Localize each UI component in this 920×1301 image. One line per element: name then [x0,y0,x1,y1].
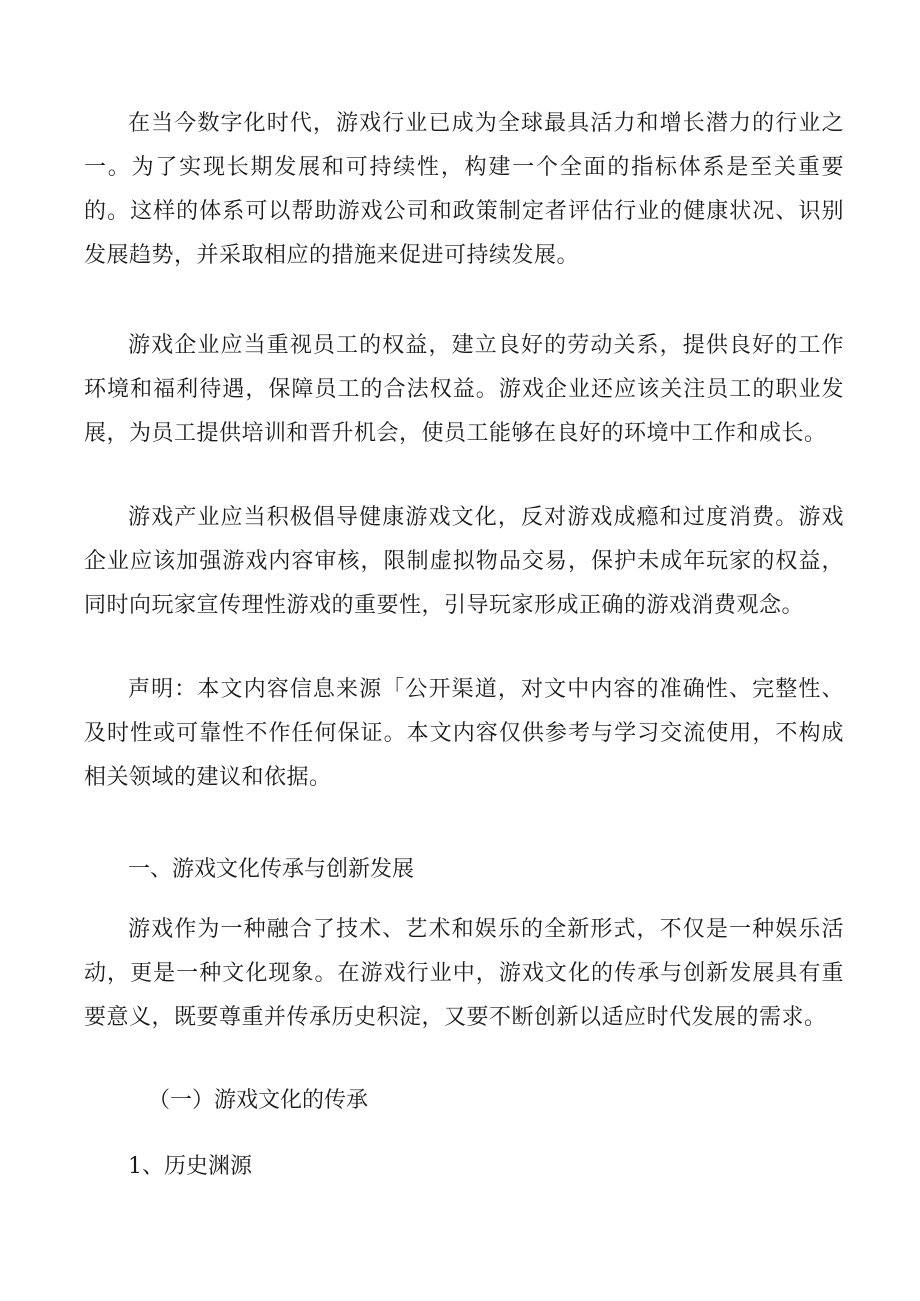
paragraph-intro: 在当今数字化时代，游戏行业已成为全球最具活力和增长潜力的行业之一。为了实现长期发展和可持续性，构建一个全面的指标体系是至关重要的。这样的体系可以帮助游戏公司和政策制定者评估行业的健康状况、识别发展趋势，并采取相应的措施来促进可持续发展。 [84,111,844,268]
paragraph-section-intro: 游戏作为一种融合了技术、艺术和娱乐的全新形式，不仅是一种娱乐活动，更是一种文化现象。在游戏行业中，游戏文化的传承与创新发展具有重要意义，既要尊重并传承历史积淀，又要不断创新以适应时代发展的需求。 [84,917,844,1030]
paragraph-employee-rights: 游戏企业应当重视员工的权益，建立良好的劳动关系，提供良好的工作环境和福利待遇，保障员工的合法权益。游戏企业还应该关注员工的职业发展，为员工提供培训和晋升机会，使员工能够在良好的环境中工作和成长。 [84,333,844,446]
subsection-heading: （一）游戏文化的传承 [148,1088,369,1113]
section-heading: 一、游戏文化传承与创新发展 [128,857,415,882]
paragraph-healthy-gaming: 游戏产业应当积极倡导健康游戏文化，反对游戏成瘾和过度消费。游戏企业应该加强游戏内容审核，限制虚拟物品交易，保护未成年玩家的权益，同时向玩家宣传理性游戏的重要性，引导玩家形成正确的游戏消费观念。 [84,505,844,618]
item-heading: 1、历史渊源 [128,1154,252,1179]
paragraph-disclaimer: 声明：本文内容信息来源「公开渠道，对文中内容的准确性、完整性、及时性或可靠性不作任何保证。本文内容仅供参考与学习交流使用，不构成相关领域的建议和依据。 [84,677,844,790]
